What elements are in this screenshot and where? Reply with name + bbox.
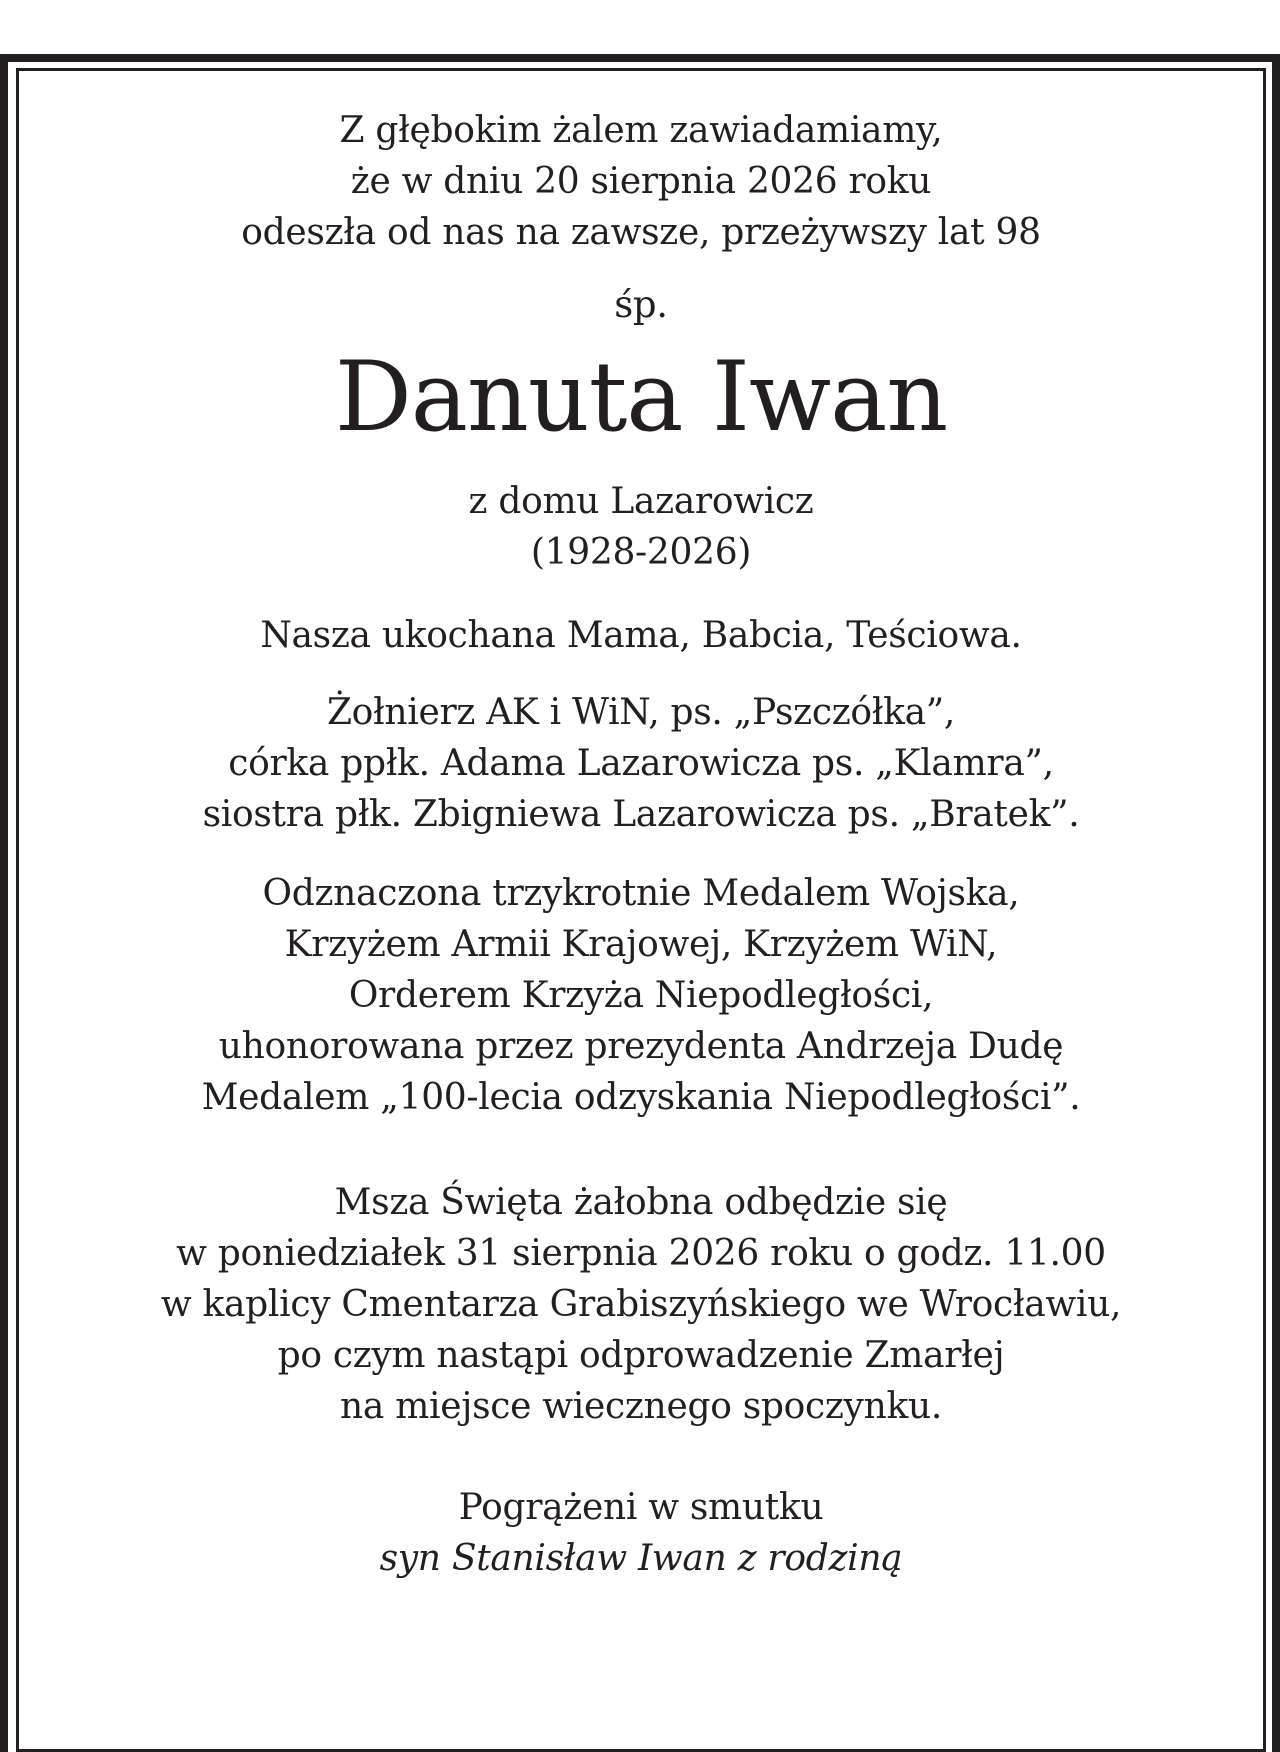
mass-line: na miejsce wiecznego spoczynku. bbox=[340, 1386, 942, 1427]
obituary-inner-border bbox=[16, 68, 1266, 1752]
life-dates: (1928-2026) bbox=[530, 532, 752, 573]
obituary-content bbox=[19, 105, 1263, 1584]
mass-line: w kaplicy Cmentarza Grabiszyńskiego we Wrocławiu, bbox=[160, 1284, 1122, 1325]
service-line: siostra płk. Zbigniewa Lazarowicza ps. „Bratek”. bbox=[202, 794, 1080, 835]
service-line: Żołnierz AK i WiN, ps. „Pszczółka”, bbox=[326, 692, 956, 733]
mass-line: po czym nastąpi odprowadzenie Zmarłej bbox=[277, 1335, 1005, 1376]
service-line: córka ppłk. Adama Lazarowicza ps. „Klamra”, bbox=[228, 743, 1054, 784]
maiden-name: z domu Lazarowicz bbox=[468, 481, 814, 522]
decorations-paragraph bbox=[19, 868, 1263, 1123]
decorations-line: Odznaczona trzykrotnie Medalem Wojska, bbox=[262, 873, 1020, 914]
signature-line: syn Stanisław Iwan z rodziną bbox=[379, 1538, 903, 1579]
deceased-name: Danuta Iwan bbox=[334, 341, 948, 453]
intro-line: że w dniu 20 sierpnia 2026 roku bbox=[350, 161, 932, 202]
intro-line: Z głębokim żalem zawiadamiamy, bbox=[339, 110, 943, 151]
mourners-paragraph bbox=[19, 1482, 1263, 1584]
decorations-line: Medalem „100-lecia odzyskania Niepodległości”. bbox=[201, 1077, 1081, 1118]
closing-line: Pogrążeni w smutku bbox=[458, 1487, 824, 1528]
intro-paragraph bbox=[19, 105, 1263, 258]
service-paragraph bbox=[19, 687, 1263, 840]
obituary-outer-border bbox=[0, 54, 1280, 1752]
decorations-line: Krzyżem Armii Krajowej, Krzyżem WiN, bbox=[284, 924, 998, 965]
mass-line: Msza Święta żałobna odbędzie się bbox=[334, 1182, 948, 1223]
family-roles: Nasza ukochana Mama, Babcia, Teściowa. bbox=[260, 615, 1022, 656]
maiden-name-paragraph bbox=[19, 476, 1263, 578]
decorations-line: uhonorowana przez prezydenta Andrzeja Dudę bbox=[218, 1026, 1064, 1067]
mass-paragraph bbox=[19, 1177, 1263, 1432]
mass-line: w poniedziałek 31 sierpnia 2026 roku o godz. 11.00 bbox=[176, 1233, 1106, 1274]
honorific: śp. bbox=[614, 283, 668, 326]
intro-line: odeszła od nas na zawsze, przeżywszy lat 98 bbox=[241, 212, 1041, 253]
decorations-line: Orderem Krzyża Niepodległości, bbox=[348, 975, 934, 1016]
